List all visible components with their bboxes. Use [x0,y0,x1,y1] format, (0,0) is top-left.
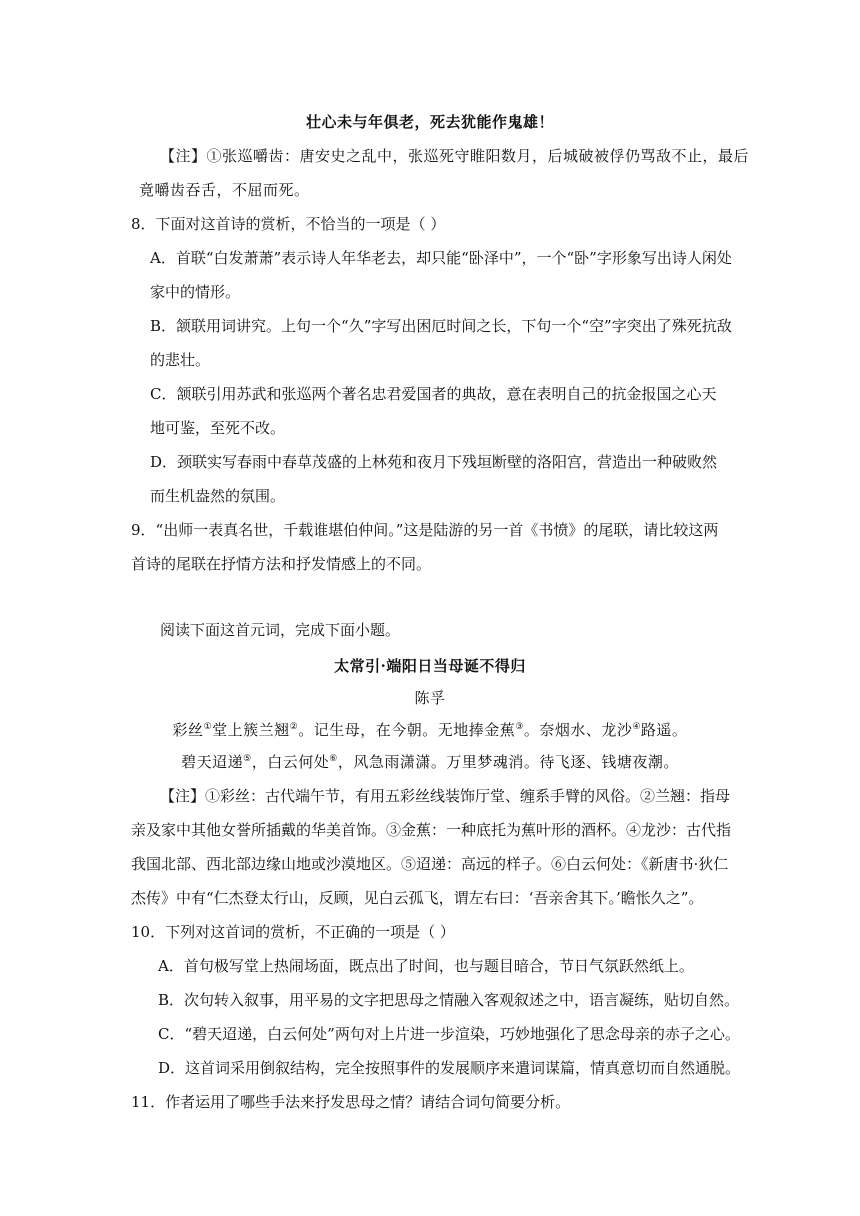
q8-option-a-line-2: 家中的情形。 [150,283,241,301]
q8-option-d-line-2: 而生机盎然的氛围。 [150,487,286,505]
q10-option-c: C．“碧天迢递，白云何处”两句对上片进一步渲染，巧妙地强化了思念母亲的赤子之心。 [158,1025,740,1043]
q10-option-b: B．次句转入叙事，用平易的文字把思母之情融入客观叙述之中，语言凝练，贴切自然。 [158,991,740,1009]
q9-line-2: 首诗的尾联在抒情方法和抒发情感上的不同。 [131,555,432,573]
q8-option-b-line-2: 的悲壮。 [150,351,211,369]
ci-author: 陈孚 [414,689,446,707]
ci-note-line-4: 杰传》中有“仁杰登太行山，反顾，见白云孤飞，谓左右曰：‘吾亲舍其下。’瞻怅久之”。 [131,889,704,907]
ci-verse-1: 彩丝①堂上簇兰翘②。记生母，在今朝。无地捧金蕉③。奈烟水、龙沙④路遥。 [172,721,688,739]
poem-note-line-2: 竟嚼齿吞舌，不屈而死。 [139,181,310,199]
footnote-mark: ① [203,722,213,732]
ci-note-line-1: 【注】①彩丝：古代端午节，有用五彩丝线装饰厅堂、缠系手臂的风俗。②兰翘：指母 [160,787,731,805]
reading-instruction: 阅读下面这首元词，完成下面小题。 [160,621,401,639]
ci-verse-2: 碧天迢递⑤，白云何处⑥，风急雨潇潇。万里梦魂消。待飞逐、钱塘夜潮。 [181,753,679,771]
q8-option-d-line-1: D．颈联实写春雨中春草茂盛的上林苑和夜月下残垣断壁的洛阳宫，营造出一种破败然 [150,453,718,471]
ci-note-line-2: 亲及家中其他女誉所插戴的华美首饰。③金蕉：一种底托为蕉叶形的酒杯。④龙沙：古代指 [131,821,732,839]
q9-line-1: 9．“出师一表真名世，千载谁堪伯仲间。”这是陆游的另一首《书愤》的尾联，请比较这两 [131,521,719,539]
footnote-mark: ④ [632,722,641,732]
poem-note-line-1: 【注】①张巡嚼齿：唐安史之乱中，张巡死守睢阳数月，后城破被俘仍骂敌不止，最后 [160,147,750,165]
footnote-mark: ③ [515,722,524,732]
footnote-mark: ⑥ [329,754,338,764]
footnote-mark: ⑤ [243,754,252,764]
q10-stem: 10．下列对这首词的赏析，不正确的一项是（ ） [131,923,455,941]
q8-option-b-line-1: B．颔联用词讲究。上句一个“久”字写出困厄时间之长，下句一个“空”字突出了殊死抗敌 [150,317,732,335]
footnote-mark: ② [289,722,299,732]
q10-option-a: A．首句极写堂上热闹场面，既点出了时间，也与题目暗合，节日气氛跃然纸上。 [158,957,694,975]
q8-stem: 8．下面对这首诗的赏析，不恰当的一项是（ ） [131,215,446,233]
q8-option-c-line-2: 地可鉴，至死不改。 [150,419,286,437]
ci-note-line-3: 我国北部、西北部边缘山地或沙漠地区。⑤迢递：高远的样子。⑥白云何处：《新唐书·狄仁 [131,855,729,873]
q8-option-a-line-1: A．首联“白发萧萧”表示诗人年华老去，却只能“卧泽中”，一个“卧”字形象写出诗人闲处 [150,249,732,267]
q10-option-d: D．这首词采用倒叙结构，完全按照事件的发展顺序来遣词谋篇，情真意切而自然通脱。 [158,1059,741,1077]
q11-stem: 11．作者运用了哪些手法来抒发思母之情？请结合词句简要分析。 [131,1093,571,1111]
ci-title: 太常引·端阳日当母诞不得归 [334,657,526,675]
poem-last-line: 壮心未与年俱老，死去犹能作鬼雄！ [305,113,554,131]
q8-option-c-line-1: C．颔联引用苏武和张巡两个著名忠君爱国者的典故，意在表明自己的抗金报国之心天 [150,385,717,403]
